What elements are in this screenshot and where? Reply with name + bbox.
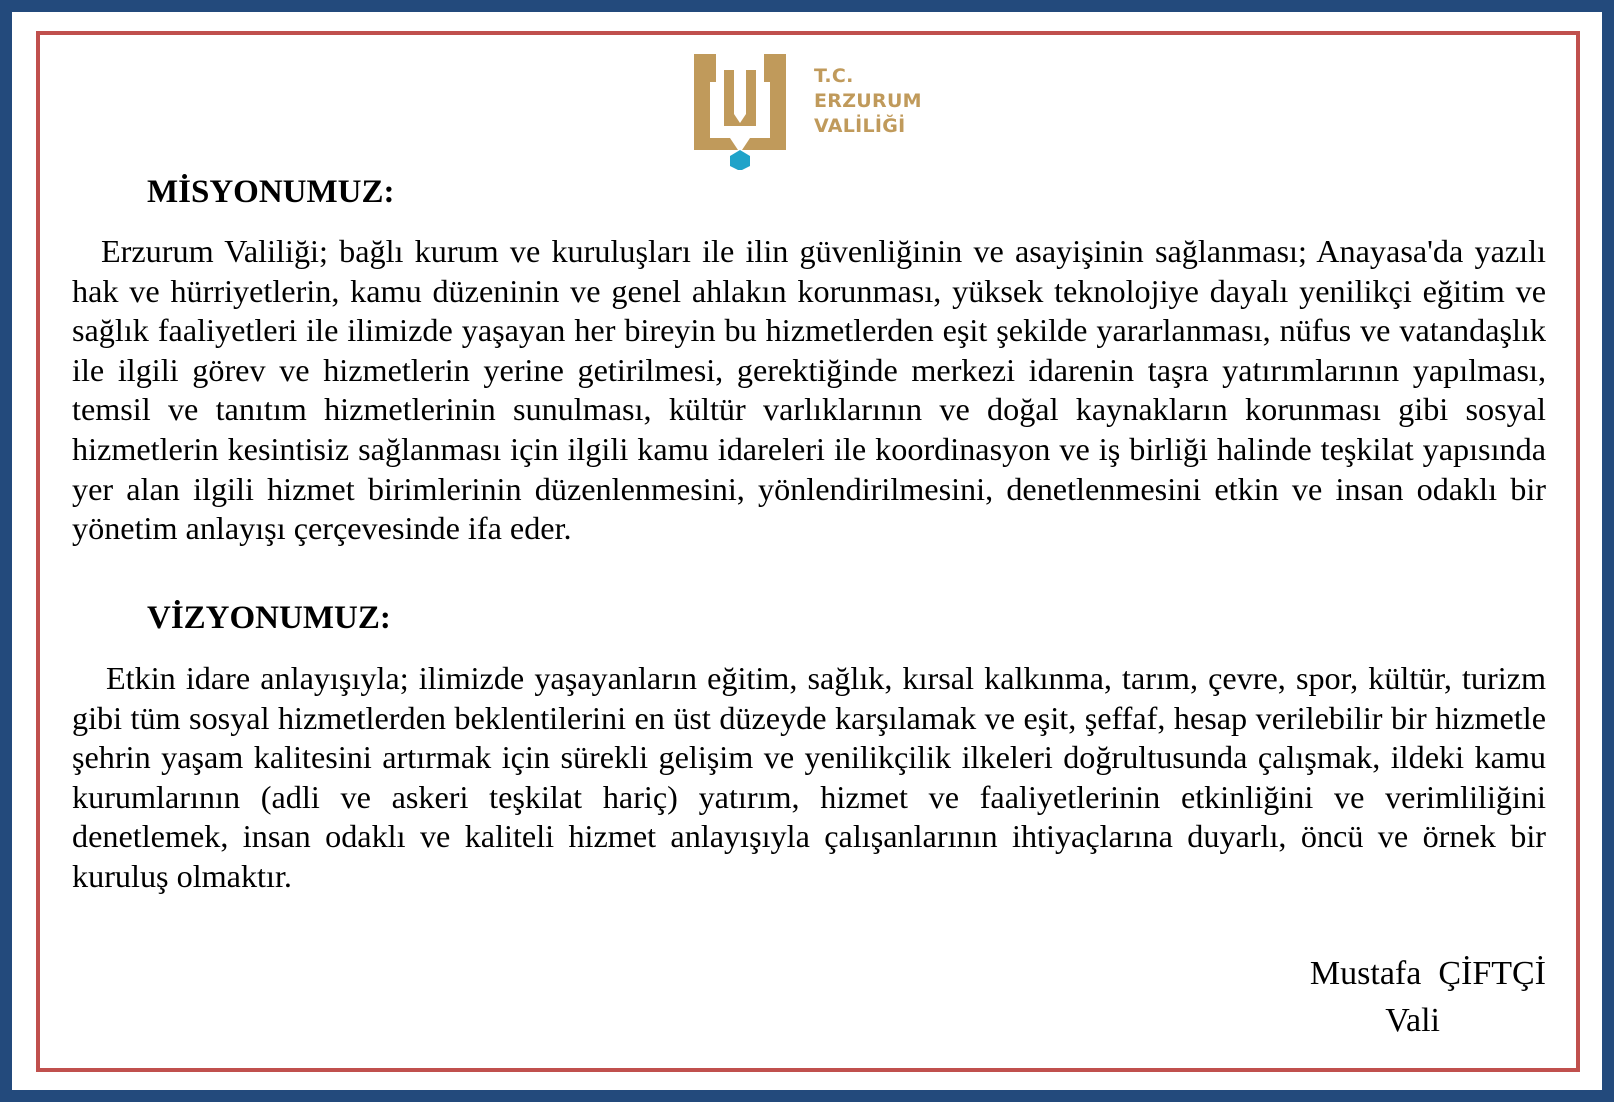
logo-line-erzurum: ERZURUM (814, 90, 922, 112)
book-emblem-icon (690, 52, 810, 170)
erzurum-valiligi-logo (690, 52, 940, 170)
vision-heading: VİZYONUMUZ: (147, 600, 391, 636)
logo-line-valiligi: VALİLİĞİ (814, 115, 906, 137)
logo-line-tc: T.C. (814, 65, 854, 87)
logo-text (814, 64, 922, 139)
signature-name: Mustafa ÇİFTÇİ (1309, 955, 1546, 992)
vision-paragraph: Etkin idare anlayışıyla; ilimizde yaşayanların eğitim, sağlık, kırsal kalkınma, tarım, çevre, spor, kültür, turizm gibi tüm sosyal hizmetlerden beklentilerini en üst düzeyde karşılamak ve eşit, şeffaf, hesap verilebilir bir hizmetle şehrin yaşam kalitesini artırmak için sürekli gelişim ve yenilikçilik ilkeleri doğrultusunda çalışmak, ildeki kamu kurumlarının (adli ve askeri teşkilat hariç) yatırım, hizmet ve faaliyetlerinin etkinliğini ve verimliliğini denetlemek, insan odaklı ve kaliteli hizmet anlayışıyla çalışanlarının ihtiyaçlarına duyarlı, öncü ve örnek bir kuruluş olmaktır. (72, 660, 1546, 894)
signature-title: Vali (1385, 1002, 1440, 1039)
mission-paragraph: Erzurum Valiliği; bağlı kurum ve kuruluşları ile ilin güvenliğinin ve asayişinin sağlanması; Anayasa'da yazılı hak ve hürriyetlerin, kamu düzeninin ve genel ahlakın korunması, yüksek teknolojiye dayalı yenilikçi eğitim ve sağlık faaliyetleri ile ilimizde yaşayan her bireyin bu hizmetlerden eşit şekilde yararlanması, nüfus ve vatandaşlık ile ilgili görev ve hizmetlerin yerine getirilmesi, gerektiğinde merkezi idarenin taşra yatırımlarının yapılması, temsil ve tanıtım hizmetlerinin sunulması, kültür varlıklarının ve doğal kaynakların korunması gibi sosyal hizmetlerin kesintisiz sağlanması için ilgili kamu idareleri ile koordinasyon ve iş birliği halinde teşkilat yapısında yer alan ilgili hizmet birimlerinin düzenlenmesini, yönlendirilmesini, denetlenmesini etkin ve insan odaklı bir yönetim anlayışı çerçevesinde ifa eder. (72, 233, 1546, 547)
mission-heading: MİSYONUMUZ: (147, 174, 395, 210)
